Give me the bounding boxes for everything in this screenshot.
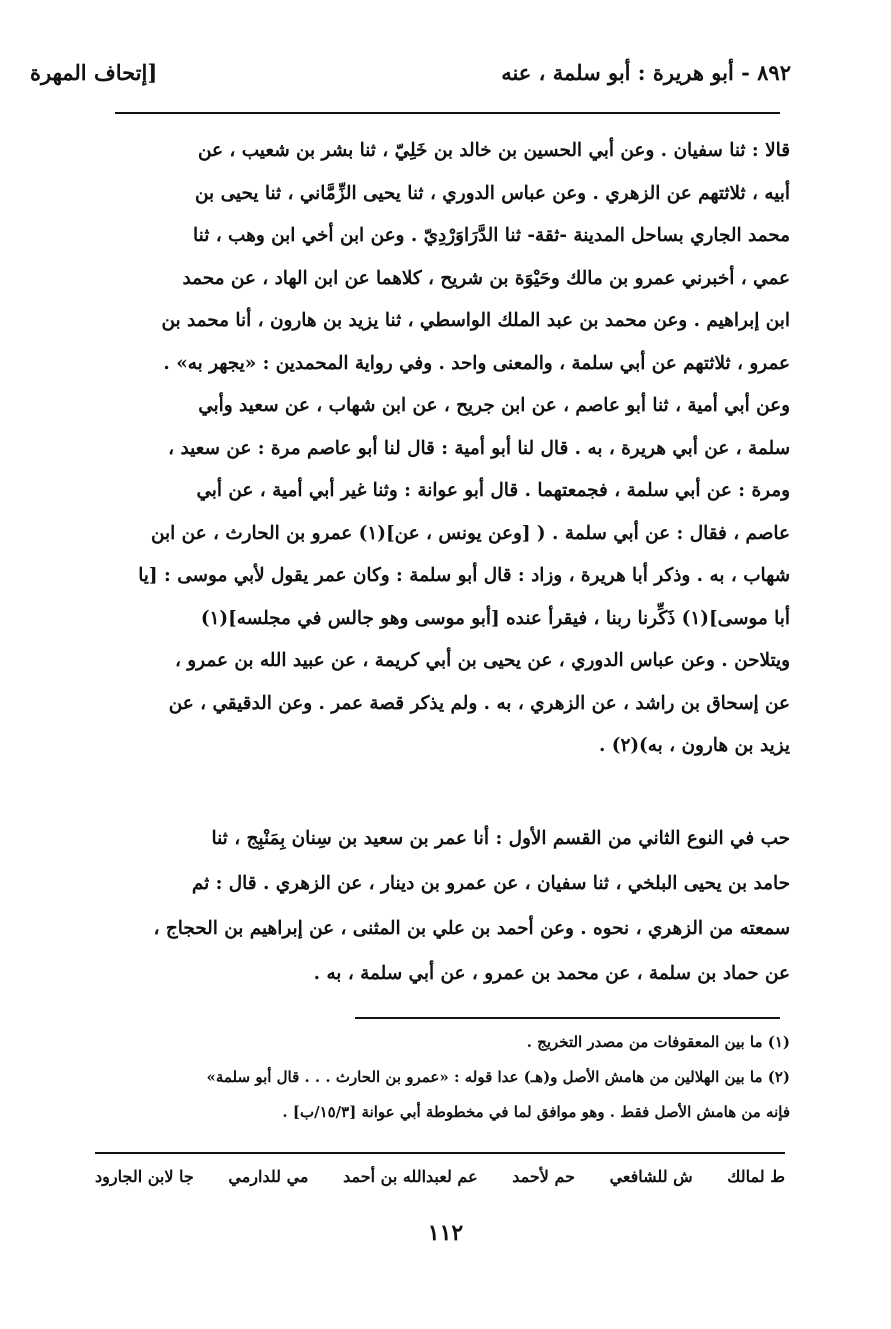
text-line: عمرو ، ثلاثتهم عن أبي سلمة ، والمعنى واحد . وفي رواية المحمدين : «يجهر به» . bbox=[163, 352, 790, 374]
text-line: يزيد بن هارون ، به)(٢) . bbox=[598, 735, 790, 756]
page-header bbox=[30, 60, 791, 94]
sigla-item: ط لمالك bbox=[727, 1167, 785, 1186]
text-line: عن إسحاق بن راشد ، عن الزهري ، به . ولم يذكر قصة عمر . وعن الدقيقي ، عن bbox=[168, 692, 790, 714]
second-paragraph bbox=[95, 816, 790, 996]
sigla-rule bbox=[95, 1152, 785, 1154]
text-line: شهاب ، به . وذكر أبا هريرة ، وزاد : قال أبو سلمة : وكان عمر يقول لأبي موسى : [يا bbox=[138, 565, 790, 586]
footnote-line: فإنه من هامش الأصل فقط . وهو موافق لما في مخطوطة أبي عوانة [١٥/٣/ب] . bbox=[282, 1103, 790, 1121]
main-paragraph bbox=[95, 130, 790, 768]
book-title: [إتحاف المهرة bbox=[30, 60, 158, 85]
text-line: وعن أبي أمية ، ثنا أبو عاصم ، عن ابن جريح ، عن ابن شهاب ، عن سعيد وأبي bbox=[198, 395, 790, 416]
chapter-heading: ٨٩٢ - أبو هريرة : أبو سلمة ، عنه bbox=[501, 60, 791, 85]
text-line: ابن إبراهيم . وعن محمد بن عبد الملك الواسطي ، ثنا يزيد بن هارون ، أنا محمد بن bbox=[161, 310, 790, 331]
sigla-item: عم لعبدالله بن أحمد bbox=[343, 1167, 478, 1186]
sigla-item: حم لأحمد bbox=[512, 1167, 575, 1186]
sigla-item: جا لابن الجارود bbox=[95, 1167, 194, 1186]
text-line: سمعته من الزهري ، نحوه . وعن أحمد بن علي بن المثنى ، عن إبراهيم بن الحجاج ، bbox=[153, 918, 790, 939]
text-line: عاصم ، فقال : عن أبي سلمة . ( [وعن يونس ، عن](١) عمرو بن الحارث ، عن ابن bbox=[150, 522, 790, 544]
text-line: محمد الجاري بساحل المدينة -ثقة- ثنا الدَّرَاوَرْدِيّ . وعن ابن أخي ابن وهب ، ثنا bbox=[193, 225, 790, 246]
footnote-line: (١) ما بين المعقوفات من مصدر التخريج . bbox=[526, 1033, 790, 1051]
text-line: سلمة ، عن أبي هريرة ، به . قال لنا أبو أمية : قال لنا أبو عاصم مرة : عن سعيد ، bbox=[168, 437, 790, 459]
page-number: ١١٢ bbox=[427, 1220, 464, 1246]
text-line: ويتلاحن . وعن عباس الدوري ، عن يحيى بن أبي كريمة ، عن عبيد الله بن عمرو ، bbox=[174, 650, 790, 671]
text-line: عن حماد بن سلمة ، عن محمد بن عمرو ، عن أبي سلمة ، به . bbox=[313, 963, 790, 984]
footnote-rule bbox=[355, 1017, 780, 1019]
text-line: حامد بن يحيى البلخي ، ثنا سفيان ، عن عمرو بن دينار ، عن الزهري . قال : ثم bbox=[191, 873, 790, 894]
footnotes bbox=[110, 1025, 790, 1130]
sigla-item: ش للشافعي bbox=[609, 1167, 693, 1186]
text-line: أبيه ، ثلاثتهم عن الزهري . وعن عباس الدوري ، ثنا يحيى الزِّمَّاني ، ثنا يحيى بن bbox=[195, 182, 790, 204]
header-rule bbox=[115, 112, 780, 114]
text-line: أبا موسى](١) ذَكِّرنا ربنا ، فيقرأ عنده [أبو موسى وهو جالس في مجلسه](١) bbox=[200, 607, 790, 629]
text-line: ومرة : عن أبي سلمة ، فجمعتهما . قال أبو عوانة : وثنا غير أبي أمية ، عن أبي bbox=[196, 480, 790, 501]
sigla-item: مي للدارمي bbox=[228, 1167, 309, 1186]
text-line: حب في النوع الثاني من القسم الأول : أنا عمر بن سعيد بن سِنان بِمَنْبِج ، ثنا bbox=[211, 828, 790, 849]
text-line: عمي ، أخبرني عمرو بن مالك وحَيْوَة بن شريح ، كلاهما عن ابن الهاد ، عن محمد bbox=[182, 267, 790, 289]
sigla-legend bbox=[95, 1162, 785, 1192]
footnote-line: (٢) ما بين الهلالين من هامش الأصل و(هـ) عدا قوله : «عمرو بن الحارث . . . قال أبو سلمة» bbox=[206, 1068, 790, 1086]
text-line: قالا : ثنا سفيان . وعن أبي الحسين بن خالد بن خَلِيّ ، ثنا بشر بن شعيب ، عن bbox=[198, 140, 790, 161]
